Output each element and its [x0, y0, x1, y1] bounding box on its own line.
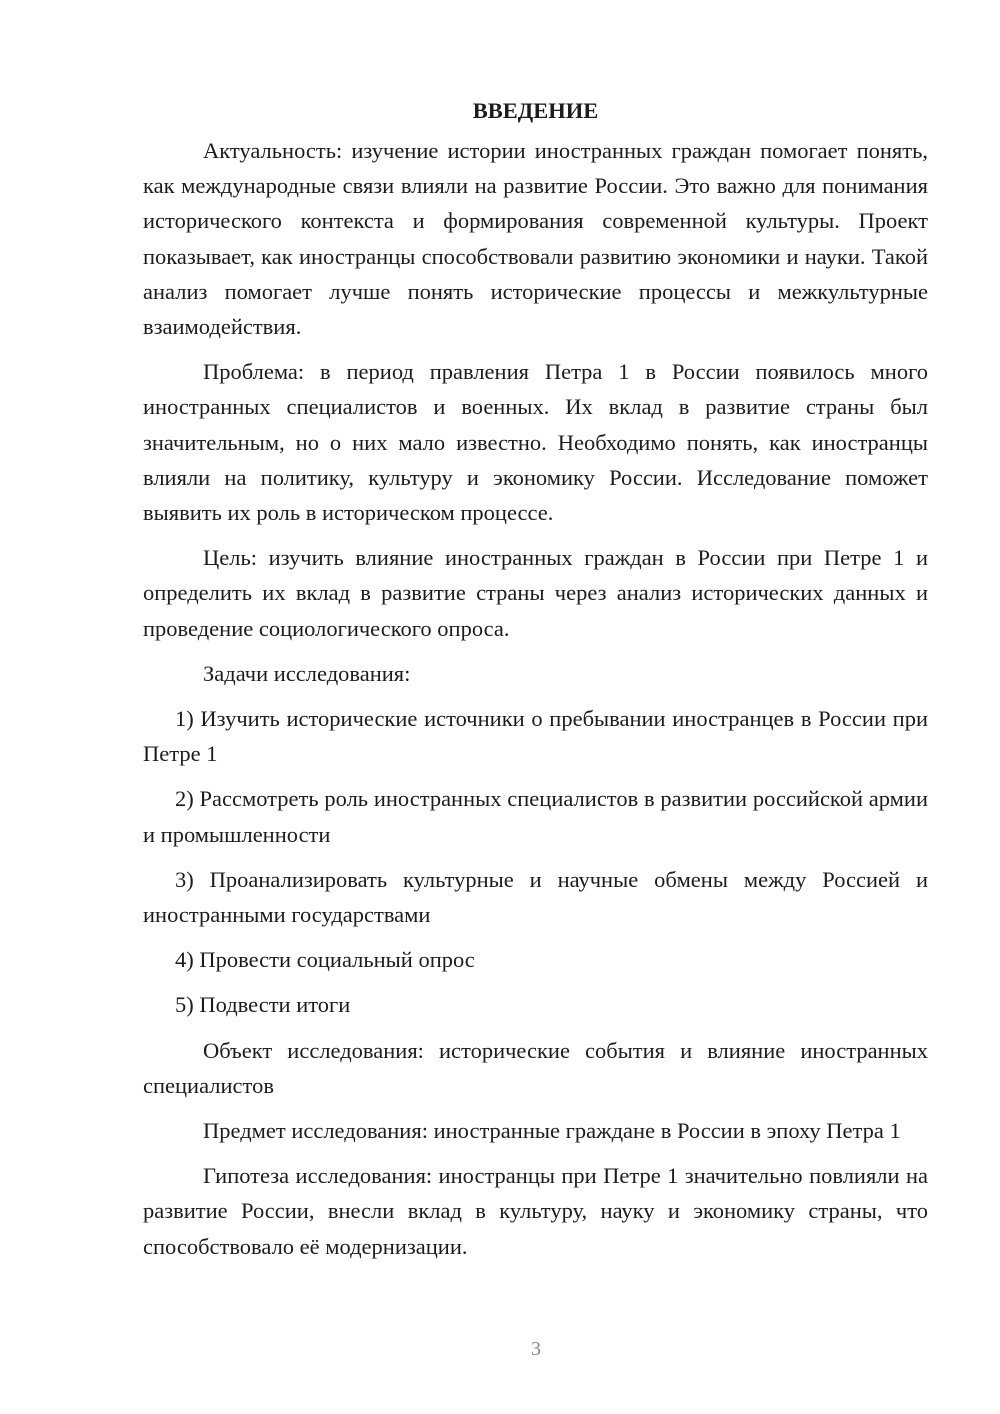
task-item-5: 5) Подвести итоги	[175, 992, 351, 1018]
hypothesis-paragraph: Гипотеза исследования: иностранцы при Петре 1 значительно повлияли на развитие России, внесли вклад в культуру, науку и экономику страны, что способствовало её модернизации.	[143, 1163, 928, 1259]
page-heading: ВВЕДЕНИЕ	[472, 98, 599, 123]
page-number: 3	[531, 1338, 541, 1360]
task-item-4: 4) Провести социальный опрос	[175, 947, 475, 973]
tasks-title: Задачи исследования:	[203, 660, 411, 686]
goal-paragraph: Цель: изучить влияние иностранных граждан в России при Петре 1 и определить их вклад в развитие страны через анализ исторических данных и проведение социологического опроса.	[143, 545, 928, 641]
task-item-3: 3) Проанализировать культурные и научные обмены между Россией и иностранными государствами	[143, 866, 928, 928]
problem-paragraph: Проблема: в период правления Петра 1 в России появилось много иностранных специалистов и военных. Их вклад в развитие страны был значительным, но о них мало известно. Необходимо понять, как иностранцы влияли на политику, культуру и экономику России. Исследование поможет выявить их роль в историческом процессе.	[143, 359, 928, 526]
relevance-paragraph: Актуальность: изучение истории иностранных граждан помогает понять, как международные связи влияли на развитие России. Это важно для понимания исторического контекста и формирования современной культуры. Проект показывает, как иностранцы способствовали развитию экономики и науки. Такой анализ помогает лучше понять исторические процессы и межкультурные взаимодействия.	[143, 138, 928, 340]
task-item-2: 2) Рассмотреть роль иностранных специалистов в развитии российской армии и промышленности	[143, 786, 928, 847]
page-content	[143, 93, 928, 1264]
object-paragraph: Объект исследования: исторические события и влияние иностранных специалистов	[143, 1037, 928, 1098]
task-item-1: 1) Изучить исторические источники о пребывании иностранцев в России при Петре 1	[143, 706, 928, 767]
subject-paragraph: Предмет исследования: иностранные граждане в России в эпоху Петра 1	[203, 1118, 901, 1144]
